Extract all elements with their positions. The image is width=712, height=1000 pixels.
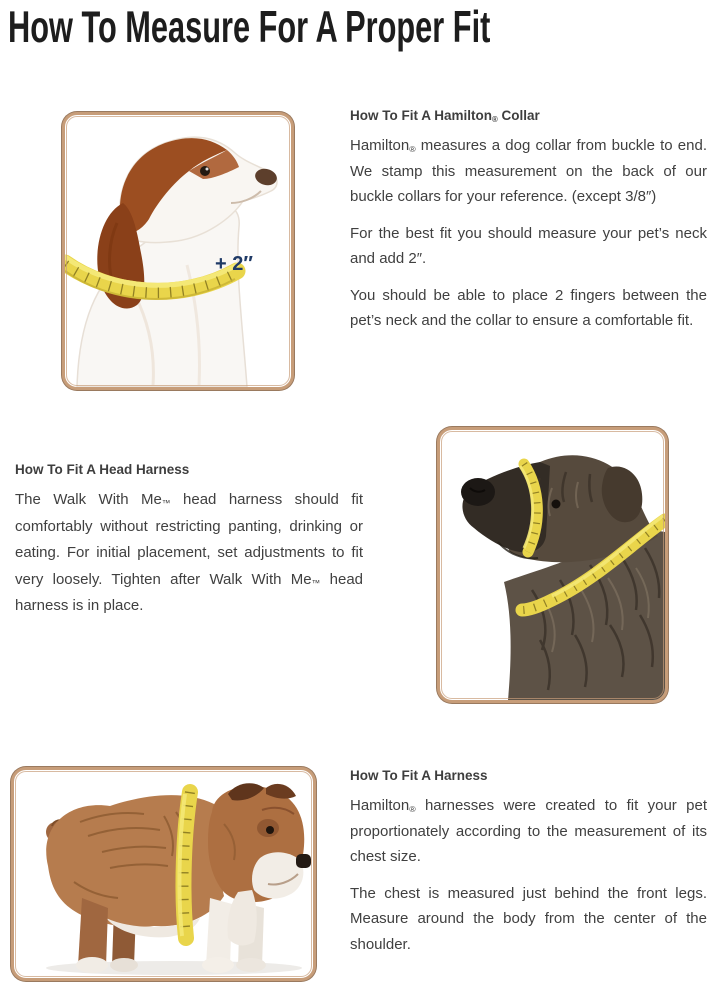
head-harness-heading: How To Fit A Head Harness — [15, 462, 190, 477]
page-title: How To Measure For A Proper Fit — [8, 2, 491, 52]
harness-paragraph-1: Hamilton$_®$ harnesses were created to fit your pet proportionately according to the measurement of its chest size. — [350, 797, 707, 865]
collar-section-text — [350, 108, 707, 345]
measuring-tape — [179, 792, 190, 938]
head-harness-dog-image — [437, 427, 668, 703]
add-two-inches-label: + 2″ — [215, 253, 253, 275]
collar-paragraph-3: You should be able to place 2 fingers between the pet’s neck and the collar to ensure a comfortable fit. — [350, 286, 707, 329]
harness-paragraph-2: The chest is measured just behind the front legs. Measure around the body from the center of the shoulder. — [350, 884, 707, 953]
head-harness-section-text — [15, 462, 363, 631]
harness-section-text — [350, 768, 707, 968]
head-harness-dog-illustration — [440, 430, 665, 700]
harness-dog-illustration — [14, 770, 313, 978]
collar-paragraph-1: Hamilton$_®$ measures a dog collar from buckle to end. We stamp this measurement on the back of our buckle collars for your reference. (except 3/8″) — [350, 137, 707, 205]
harness-dog-image — [11, 767, 316, 981]
collar-heading: How To Fit A Hamilton$_®$ Collar — [350, 108, 540, 124]
collar-paragraph-2: For the best fit you should measure your pet’s neck and add 2″. — [350, 224, 707, 267]
head-harness-paragraph-1: The Walk With $Me_™$ head harness should fit comfortably without restricting panting, drinking or eating. For initial placement, set adjustments to fit very loosely. Tighten after Walk With $Me_™$ head harness is in place. — [15, 491, 364, 614]
collar-dog-image — [62, 112, 294, 390]
collar-dog-illustration — [65, 115, 291, 387]
harness-heading: How To Fit A Harness — [350, 768, 488, 783]
